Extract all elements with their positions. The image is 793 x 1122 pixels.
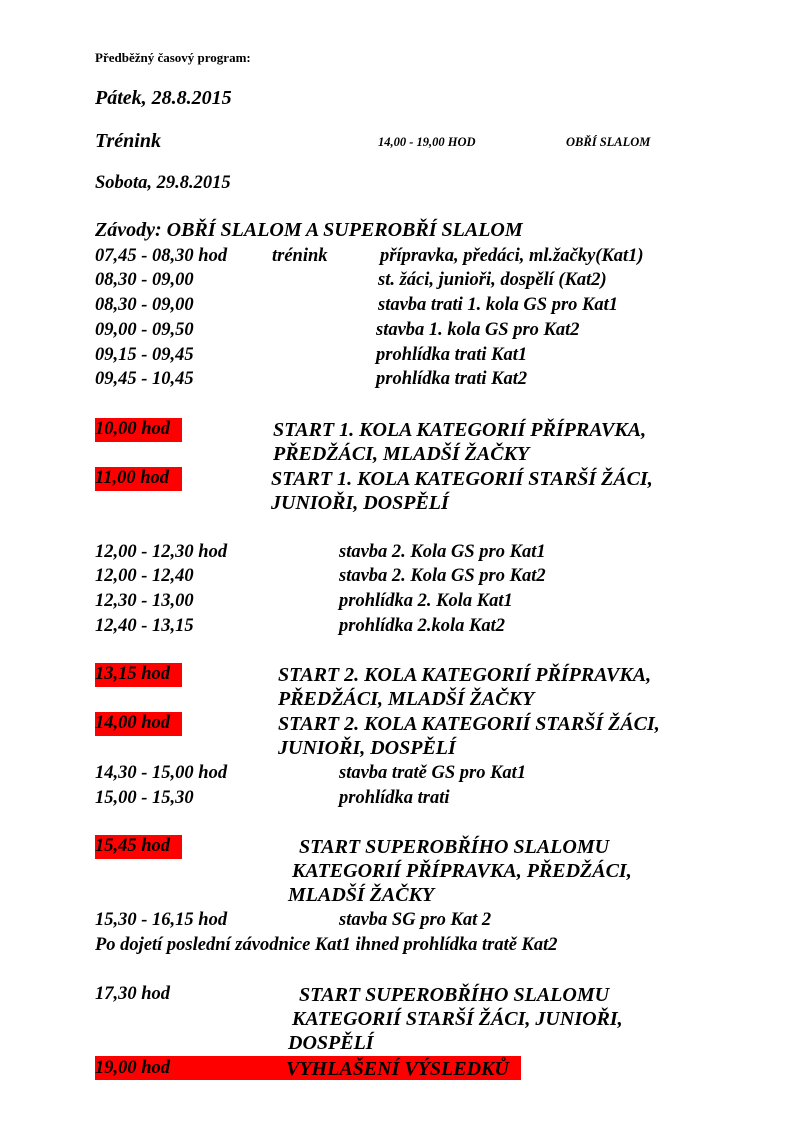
friday-date: Pátek, 28.8.2015 bbox=[95, 87, 232, 109]
note-text: Po dojetí poslední závodnice Kat1 ihned prohlídka tratě Kat2 bbox=[95, 935, 558, 955]
start-time: 11,00 hod bbox=[95, 468, 170, 488]
start-line: PŘEDŽÁCI, MLADŠÍ ŽAČKY bbox=[273, 443, 530, 465]
start-line: MLADŠÍ ŽAČKY bbox=[288, 884, 435, 906]
training-label: Trénink bbox=[95, 130, 161, 152]
schedule-time: 09,00 - 09,50 bbox=[95, 320, 194, 340]
start-time: 17,30 hod bbox=[95, 984, 171, 1004]
schedule-time: 12,40 - 13,15 bbox=[95, 616, 194, 636]
schedule-desc: prohlídka 2.kola Kat2 bbox=[339, 616, 506, 636]
start-line: JUNIOŘI, DOSPĚLÍ bbox=[278, 737, 456, 759]
schedule-desc: prohlídka trati bbox=[339, 788, 450, 808]
training-time: 14,00 - 19,00 HOD bbox=[378, 135, 476, 149]
start-line: START 1. KOLA KATEGORIÍ PŘÍPRAVKA, bbox=[273, 419, 647, 441]
start-time: 10,00 hod bbox=[95, 419, 171, 439]
start-line: JUNIOŘI, DOSPĚLÍ bbox=[271, 492, 449, 514]
schedule-time: 15,00 - 15,30 bbox=[95, 788, 194, 808]
start-line: START 1. KOLA KATEGORIÍ STARŠÍ ŽÁCI, bbox=[271, 468, 653, 490]
saturday-date: Sobota, 29.8.2015 bbox=[95, 173, 231, 193]
schedule-time: 15,30 - 16,15 hod bbox=[95, 910, 228, 930]
start-time: 15,45 hod bbox=[95, 836, 171, 856]
schedule-desc: stavba trati 1. kola GS pro Kat1 bbox=[378, 295, 619, 315]
start-line: KATEGORIÍ STARŠÍ ŽÁCI, JUNIOŘI, bbox=[292, 1008, 623, 1030]
schedule-extra: trénink bbox=[272, 246, 328, 266]
schedule-time: 09,15 - 09,45 bbox=[95, 345, 194, 365]
schedule-desc: st. žáci, junioři, dospělí (Kat2) bbox=[378, 270, 607, 290]
races-title: Závody: OBŘÍ SLALOM A SUPEROBŘÍ SLALOM bbox=[95, 219, 523, 241]
start-line: START SUPEROBŘÍHO SLALOMU bbox=[299, 984, 610, 1006]
schedule-desc: prohlídka 2. Kola Kat1 bbox=[339, 591, 513, 611]
training-discipline: OBŘÍ SLALOM bbox=[566, 135, 651, 149]
schedule-desc: stavba 1. kola GS pro Kat2 bbox=[376, 320, 580, 340]
start-line: START 2. KOLA KATEGORIÍ STARŠÍ ŽÁCI, bbox=[278, 713, 660, 735]
page-heading: Předběžný časový program: bbox=[95, 50, 251, 65]
schedule-desc: stavba 2. Kola GS pro Kat2 bbox=[339, 566, 546, 586]
schedule-time: 08,30 - 09,00 bbox=[95, 295, 194, 315]
start-time: 13,15 hod bbox=[95, 664, 171, 684]
start-line: START SUPEROBŘÍHO SLALOMU bbox=[299, 836, 610, 858]
schedule-time: 12,00 - 12,40 bbox=[95, 566, 194, 586]
start-line: KATEGORIÍ PŘÍPRAVKA, PŘEDŽÁCI, bbox=[292, 860, 632, 882]
schedule-time: 12,00 - 12,30 hod bbox=[95, 542, 228, 562]
schedule-desc: stavba SG pro Kat 2 bbox=[339, 910, 492, 930]
schedule-time: 09,45 - 10,45 bbox=[95, 369, 194, 389]
awards-time: 19,00 hod bbox=[95, 1058, 171, 1078]
schedule-desc: prohlídka trati Kat2 bbox=[376, 369, 528, 389]
awards-label: VYHLAŠENÍ VÝSLEDKŮ bbox=[286, 1058, 509, 1080]
start-time: 14,00 hod bbox=[95, 713, 171, 733]
schedule-desc: stavba tratě GS pro Kat1 bbox=[339, 763, 527, 783]
schedule-time: 14,30 - 15,00 hod bbox=[95, 763, 228, 783]
schedule-desc: stavba 2. Kola GS pro Kat1 bbox=[339, 542, 546, 562]
start-line: DOSPĚLÍ bbox=[288, 1032, 374, 1054]
schedule-time: 12,30 - 13,00 bbox=[95, 591, 194, 611]
schedule-desc: prohlídka trati Kat1 bbox=[376, 345, 528, 365]
schedule-time: 07,45 - 08,30 hod bbox=[95, 246, 228, 266]
start-line: START 2. KOLA KATEGORIÍ PŘÍPRAVKA, bbox=[278, 664, 652, 686]
schedule-time: 08,30 - 09,00 bbox=[95, 270, 194, 290]
schedule-desc: přípravka, předáci, ml.žačky(Kat1) bbox=[380, 246, 644, 266]
start-line: PŘEDŽÁCI, MLADŠÍ ŽAČKY bbox=[278, 688, 535, 710]
